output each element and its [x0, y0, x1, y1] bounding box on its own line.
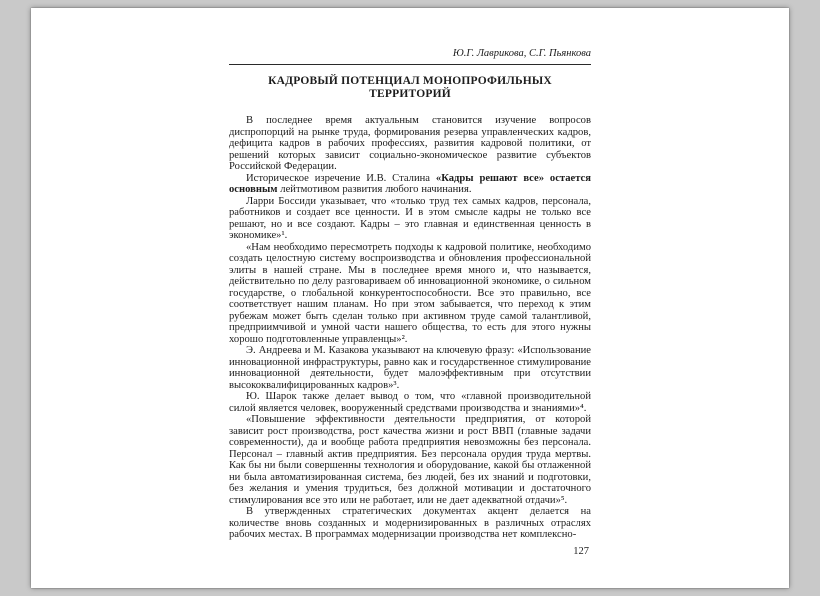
paragraph-segment: Ларри Боссиди указывает, что «только труд тех самых кадров, персонала, работников и создает все ценности. И в этом смысле кадры не только все решают, но и все создают. Кадры – это главная и единственная ценность в экономике»¹.: [229, 195, 591, 241]
paragraph: [229, 506, 591, 541]
running-header: [229, 48, 591, 64]
page-content: [229, 48, 591, 557]
paragraph: [229, 196, 591, 242]
paragraph-segment: Историческое изречение И.В. Сталина: [246, 172, 436, 184]
paragraph-segment: «Повышение эффективности деятельности предприятия, от которой зависит рост производства, рост качества жизни и рост ВВП (главные задачи современности), да и вообще работа предприятия невозможны без персонала. Персонал – главный актив предприятия. Без персонала орудия труда мертвы. Как бы ни были совершенны технология и оборудование, какой бы отлаженной ни была автоматизированная система, без людей, без их знаний и подготовки, без желания и умения трудиться, без должной мотивации и достаточного стимулирования все это или не работает, или не дает адекватной отдачи»⁵.: [229, 414, 591, 506]
paragraph: [229, 391, 591, 414]
article-title: КАДРОВЫЙ ПОТЕНЦИАЛ МОНОПРОФИЛЬНЫХ ТЕРРИТОРИЙ: [268, 75, 552, 100]
paragraph: [229, 115, 591, 173]
paragraph-segment: Ю. Шарок также делает вывод о том, что «главной производительной силой является человек, вооруженный средствами производства и знаниями»⁴.: [229, 391, 591, 414]
paragraph-segment: Э. Андреева и М. Казакова указывают на ключевую фразу: «Использование инновационной инфраструктуры, равно как и государственное стимулирование инновационной деятельности, будет малоэффективным при отсутствии высококвалифицированных кадров»³.: [229, 345, 591, 391]
paragraph: [229, 345, 591, 391]
page-number: 127: [573, 545, 589, 557]
paragraph: [229, 242, 591, 346]
paragraph: [229, 173, 591, 196]
paragraph-segment: В последнее время актуальным становится изучение вопросов диспропорций на рынке труда, формирования резерва управленческих кадров, дефицита кадров в рабочих профессиях, развития кадровой политики, от решений которых зависит социально-экономическое развитие субъектов Российской Федерации.: [229, 115, 591, 172]
article-body: [229, 115, 591, 541]
header-rule: [229, 64, 591, 65]
paragraph: [229, 414, 591, 506]
paragraph-segment: «Нам необходимо пересмотреть подходы к кадровой политике, необходимо создать целостную систему воспроизводства и обновления профессиональной элиты в нашей стране. Мы в последнее время много и, что называется, действительно по делу разговариваем об инновационной экономике, о сильном государстве, о глобальной конкурентоспособности. Все это правильно, все соответствует нашим планам. Но при этом забывается, что переход к этим рубежам может быть сделан только при активном труде самой талантливой, предприимчивой и умной части нашего общества, то есть для этого нужны хорошо подготовленные управленцы»².: [229, 241, 591, 345]
page: [31, 8, 789, 588]
paragraph-segment: В утвержденных стратегических документах акцент делается на количестве вновь созданных и модернизированных в различных отраслях рабочих местах. В программах модернизации производства нет комплексно-: [229, 506, 591, 540]
paragraph-bold-segment: «Кадры решают все» остается основным: [229, 172, 591, 195]
paragraph-segment: лейтмотивом развития любого начинания.: [277, 184, 472, 195]
header-authors: Ю.Г. Лаврикова, С.Г. Пьянкова: [452, 48, 591, 59]
